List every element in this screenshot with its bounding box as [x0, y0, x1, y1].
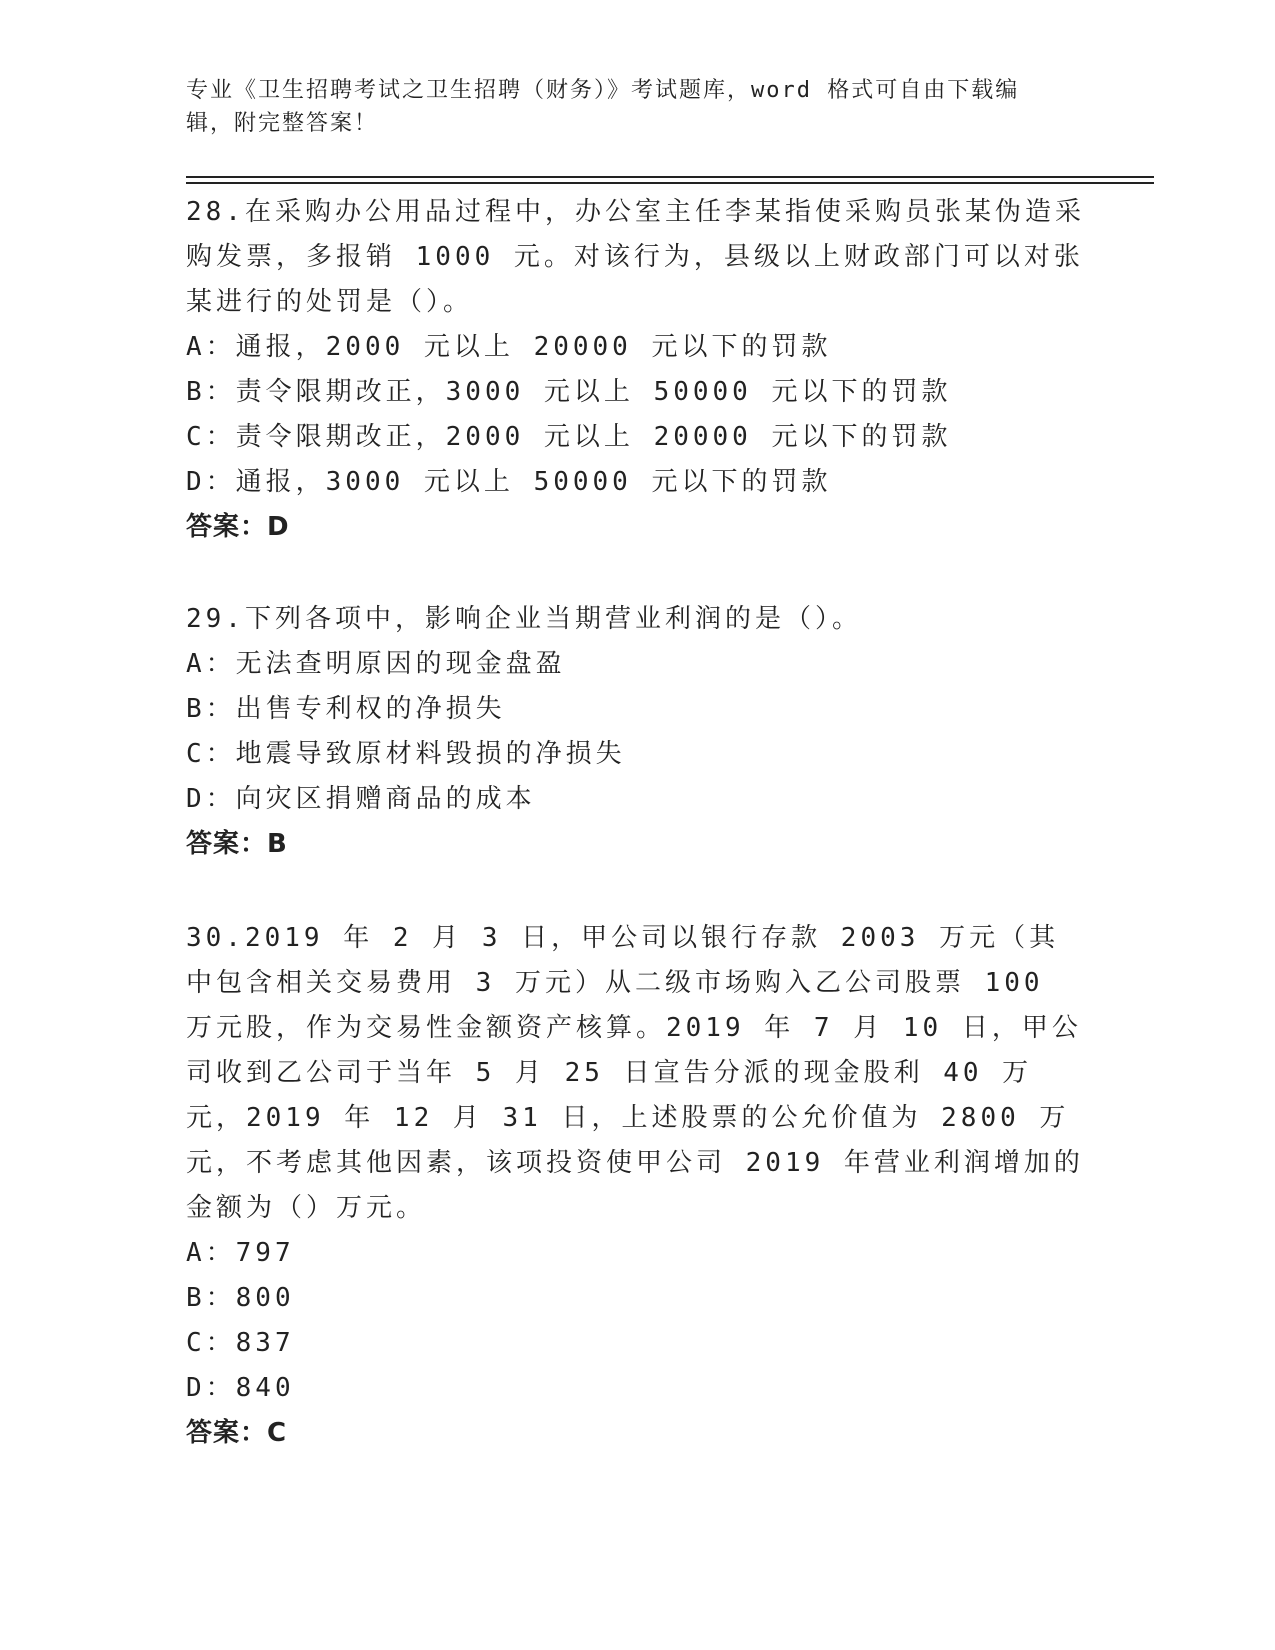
option-d: D：向灾区捐赠商品的成本 — [186, 784, 536, 814]
option-a: A：通报，2000 元以上 20000 元以下的罚款 — [186, 332, 832, 362]
option-c: C：责令限期改正，2000 元以上 20000 元以下的罚款 — [186, 422, 952, 452]
question-stem: 30.2019 年 2 月 3 日，甲公司以银行存款 2003 万元（其中包含相关交易费用 3 万元）从二级市场购入乙公司股票 100 万元股，作为交易性金额资产核算。2019 年 7 月 10 日，甲公司收到乙公司于当年 5 月 25 日宣告分派的现金股利 40 万元，2019 年 12 月 31 日，上述股票的公允价值为 2800 万元，不考虑其他因素，该项投资使甲公司 2019 年营业利润增加的金额为（）万元。 — [186, 923, 1084, 1223]
option-b: B：出售专利权的净损失 — [186, 694, 506, 724]
answer-label: 答案：C — [186, 1418, 288, 1448]
answer-label: 答案：D — [186, 512, 290, 542]
option-d: D：840 — [186, 1373, 295, 1403]
option-a: A：797 — [186, 1238, 295, 1268]
answer-label: 答案：B — [186, 829, 288, 859]
option-c: C：地震导致原材料毁损的净损失 — [186, 739, 626, 769]
option-b: B：800 — [186, 1283, 295, 1313]
option-a: A：无法查明原因的现金盘盈 — [186, 649, 566, 679]
question-28 — [186, 190, 1086, 550]
document-intro-text: 专业《卫生招聘考试之卫生招聘（财务）》考试题库，word 格式可自由下载编辑，附完整答案！ — [186, 78, 1020, 136]
question-29 — [186, 597, 1086, 867]
header-divider-bottom — [186, 182, 1154, 184]
header-divider-top — [186, 176, 1154, 178]
question-30 — [186, 916, 1086, 1456]
question-stem: 28.在采购办公用品过程中，办公室主任李某指使采购员张某伪造采购发票，多报销 1000 元。对该行为，县级以上财政部门可以对张某进行的处罚是（）。 — [186, 197, 1085, 317]
option-c: C：837 — [186, 1328, 295, 1358]
question-stem: 29.下列各项中，影响企业当期营业利润的是（）。 — [186, 604, 862, 634]
option-d: D：通报，3000 元以上 50000 元以下的罚款 — [186, 467, 832, 497]
option-b: B：责令限期改正，3000 元以上 50000 元以下的罚款 — [186, 377, 952, 407]
